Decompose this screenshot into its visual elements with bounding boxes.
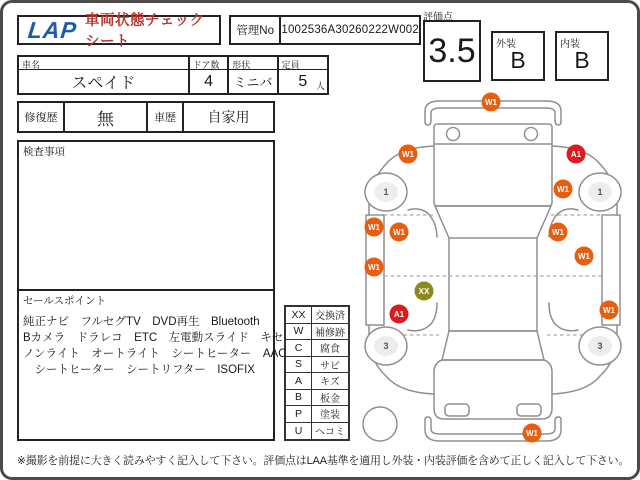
svg-text:W1: W1 — [552, 227, 564, 237]
svg-text:W1: W1 — [557, 184, 569, 194]
legend-code: U — [286, 423, 312, 440]
spare-circle — [363, 407, 397, 441]
damage-marker-w1 — [549, 223, 568, 242]
sales-points-label: セールスポイント — [23, 295, 107, 307]
sales-points-lines — [23, 314, 287, 378]
damage-marker-w1 — [523, 424, 542, 443]
legend-code: S — [286, 357, 312, 373]
damage-marker-w1 — [365, 218, 384, 237]
repair-history-label: 修復歴 — [19, 103, 65, 131]
manage-no-value: 1002536A30260222W002 — [281, 24, 419, 36]
wheel-number: 3 — [597, 341, 603, 351]
rear-deck — [434, 360, 552, 419]
score-box — [423, 20, 481, 82]
interior-value: B — [574, 47, 590, 73]
sales-point-line: Bカメラ ドラレコ ETC 左電動スライド キセ — [23, 332, 284, 344]
cowl-circle-left — [447, 128, 460, 141]
damage-marker-w1 — [390, 223, 409, 242]
svg-text:W1: W1 — [402, 149, 414, 159]
interior-label: 内装 — [560, 39, 580, 50]
sales-point-line: ノンライト オートライト シートヒーター AAC — [23, 348, 287, 360]
capacity-col — [279, 57, 327, 93]
legend-label: ヘコミ — [315, 427, 345, 439]
svg-text:W1: W1 — [578, 251, 590, 261]
wheel — [365, 327, 407, 365]
manage-no-box — [229, 15, 421, 45]
capacity-label: 定員 — [279, 57, 327, 70]
legend-row — [286, 340, 348, 357]
wheel-number: 3 — [383, 341, 389, 351]
svg-text:A1: A1 — [570, 149, 582, 159]
sheet-title: 車両状態チェックシート — [85, 13, 205, 50]
vehicle-table — [17, 55, 329, 95]
legend-row — [286, 406, 348, 423]
score-value: 3.5 — [428, 31, 476, 70]
legend-code: A — [286, 373, 312, 389]
wheel — [365, 173, 407, 211]
legend-row — [286, 357, 348, 374]
damage-marker-xx — [415, 282, 434, 301]
svg-text:W1: W1 — [368, 262, 380, 272]
svg-text:A1: A1 — [393, 309, 405, 319]
history-table — [17, 101, 275, 133]
legend-table — [284, 305, 350, 441]
manage-no-label: 管理No — [231, 17, 281, 43]
hood — [434, 124, 552, 206]
doors-label: ドア数 — [190, 57, 228, 70]
svg-text:W1: W1 — [393, 227, 405, 237]
rear-window — [442, 331, 544, 360]
repair-history-value: 無 — [65, 103, 148, 131]
shape-col — [229, 57, 278, 93]
lap-logo: LAP — [26, 16, 79, 43]
wheel-number: 1 — [383, 187, 389, 197]
legend-code: C — [286, 340, 312, 356]
svg-text:W1: W1 — [368, 222, 380, 232]
legend-code: W — [286, 324, 312, 340]
damage-marker-a1 — [390, 305, 409, 324]
damage-marker-w1 — [482, 93, 501, 112]
legend-label: 塗装 — [320, 410, 340, 422]
legend-row — [286, 390, 348, 407]
legend-row — [286, 324, 348, 341]
svg-text:W1: W1 — [526, 428, 538, 438]
damage-marker-w1 — [365, 258, 384, 277]
vehicle-name-label: 車名 — [19, 57, 188, 70]
logo-box — [17, 13, 221, 50]
doors-col — [190, 57, 230, 93]
usage-history-value: 自家用 — [207, 109, 250, 125]
inspection-box — [17, 140, 275, 291]
footer-note: ※撮影を前提に大きく読みやすく記入して下さい。評価点はLAA基準を適用し外装・内装評価を含めて正しく記入して下さい。 — [16, 455, 630, 467]
taillight-right — [517, 404, 541, 416]
damage-marker-w1 — [399, 145, 418, 164]
legend-label: 板金 — [320, 393, 340, 405]
svg-text:W1: W1 — [603, 305, 615, 315]
sales-point-line: シートヒーター シートリフター ISOFIX — [23, 364, 255, 376]
vehicle-name-value: スペイド — [71, 75, 136, 92]
marker-layer — [365, 93, 622, 443]
legend-row — [286, 423, 348, 440]
capacity-value — [279, 70, 327, 93]
legend-label: サビ — [320, 360, 340, 372]
shape-label: 形状 — [229, 57, 276, 70]
damage-marker-a1 — [567, 145, 586, 164]
svg-text:XX: XX — [418, 286, 430, 296]
legend-code: P — [286, 406, 312, 422]
exterior-label: 外装 — [496, 39, 516, 50]
wheel — [579, 173, 621, 211]
legend-label: 腐食 — [320, 344, 340, 356]
legend-label: 補修跡 — [315, 327, 345, 339]
sales-points-box — [17, 289, 287, 441]
wheel — [579, 327, 621, 365]
inspection-label: 検査事項 — [23, 146, 65, 158]
svg-text:W1: W1 — [485, 97, 497, 107]
legend-row — [286, 373, 348, 390]
sales-point-line: 純正ナビ フルセグTV DVD再生 Bluetooth — [23, 316, 260, 328]
legend-code: XX — [286, 307, 312, 323]
exterior-grade-box — [491, 31, 545, 81]
legend-label: 交換済 — [315, 311, 345, 323]
score-label: 評価点 — [423, 12, 453, 23]
legend-code: B — [286, 390, 312, 406]
damage-marker-w1 — [600, 301, 619, 320]
wheel-number: 1 — [597, 187, 603, 197]
windshield — [435, 206, 551, 238]
taillight-left — [445, 404, 469, 416]
capacity-unit: 人 — [315, 81, 325, 91]
vehicle-name-col — [19, 57, 190, 93]
cowl-circle-right — [525, 128, 538, 141]
damage-marker-w1 — [575, 247, 594, 266]
exterior-value: B — [510, 47, 526, 73]
interior-grade-box — [555, 31, 609, 81]
usage-history-label: 車歴 — [148, 103, 184, 131]
damage-marker-w1 — [554, 180, 573, 199]
capacity-number: 5 — [298, 72, 308, 90]
car-diagram — [361, 88, 640, 448]
legend-label: キズ — [320, 377, 340, 389]
legend-row — [286, 307, 348, 324]
doors-value: 4 — [204, 72, 213, 90]
shape-value: ミニバ — [233, 75, 273, 90]
